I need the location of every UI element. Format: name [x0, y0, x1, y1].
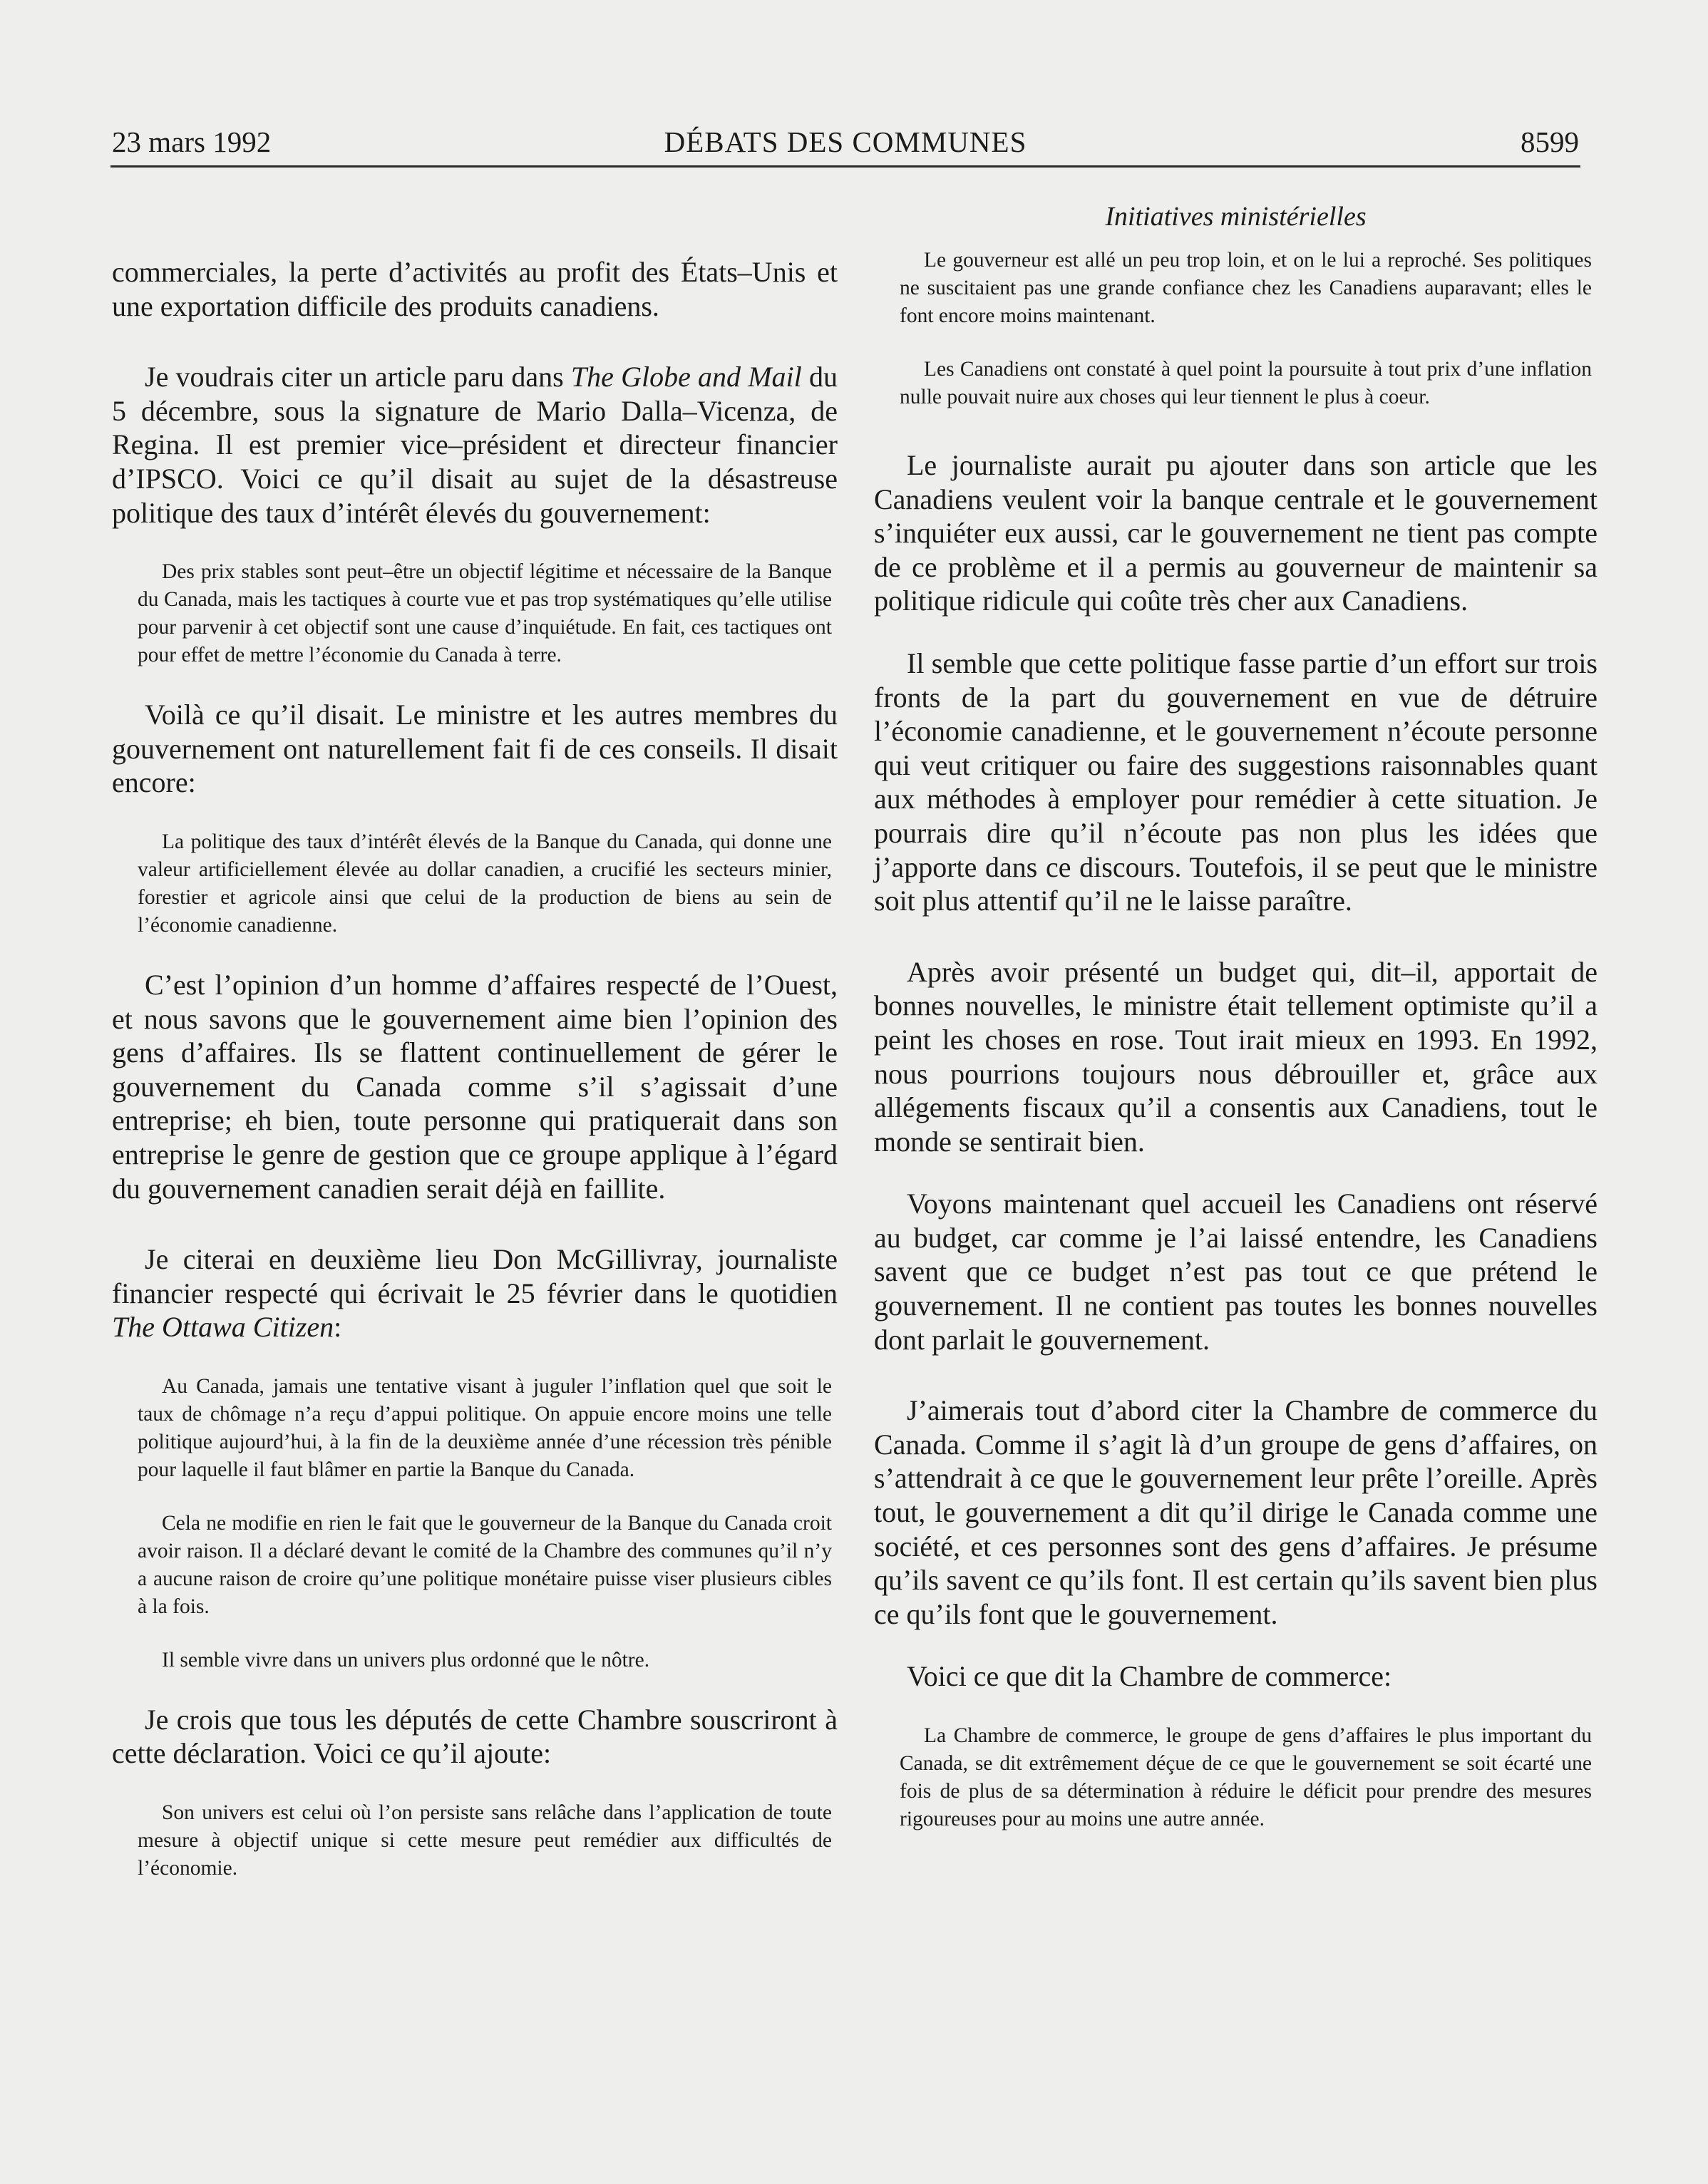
- paragraph-text: Je voudrais citer un article paru dans: [145, 361, 571, 393]
- block-quote: Le gouverneur est allé un peu trop loin, et on le lui a reproché. Ses politiques ne suscitaient pas une grande confiance chez les Canadiens auparavant; elles le font encore moins maintenant.: [900, 249, 1592, 327]
- paragraph: Le journaliste aurait pu ajouter dans son article que les Canadiens veulent voir la banque centrale et le gouvernement s’inquiéter eux aussi, car le gouvernement ne tient pas compte de ce problème et il a permis au gouverneur de maintenir sa politique ridicule qui coûte très cher aux Canadiens.: [874, 449, 1598, 617]
- header-title: DÉBATS DES COMMUNES: [664, 125, 1027, 158]
- block-quote: Son univers est celui où l’on persiste sans relâche dans l’application de toute mesure à objectif unique si cette mesure peut remédier aux difficultés de l’économie.: [138, 1801, 832, 1880]
- block-quote: La politique des taux d’intérêt élevés de la Banque du Canada, qui donne une valeur artificiellement élevée au dollar canadien, a crucifié les secteurs minier, forestier et agricole ainsi que celui de la production de biens au sein de l’économie canadienne.: [138, 830, 832, 937]
- right-column: [874, 192, 1598, 1833]
- header-date: 23 mars 1992: [112, 125, 272, 158]
- paragraph-text: du 5 décembre, sous la signature de Mario Dalla–Vicenza, de Regina. Il est premier vice–président et directeur financier d’IPSCO. Voici ce qu’il disait au sujet de la désastreuse politique des taux d’intérêt élevés du gouvernement:: [112, 361, 838, 529]
- section-title: Initiatives ministérielles: [1105, 202, 1367, 232]
- block-quote: Les Canadiens ont constaté à quel point la poursuite à tout prix d’une inflation nulle pouvait nuire aux choses qui leur tiennent le plus à coeur.: [900, 358, 1592, 408]
- paragraph: Voilà ce qu’il disait. Le ministre et les autres membres du gouvernement ont naturellement fait fi de ces conseils. Il disait encore:: [112, 699, 838, 799]
- paragraph: [112, 1242, 838, 1344]
- newspaper-title: The Ottawa Citizen: [112, 1311, 334, 1344]
- left-column: [112, 192, 838, 1882]
- block-quote: Au Canada, jamais une tentative visant à juguler l’inflation quel que soit le taux de chômage n’a reçu d’appui politique. On appuie encore moins une telle politique aujourd’hui, à la fin de la deuxième année d’une récession très pénible pour laquelle il faut blâmer en partie la Banque du Canada.: [138, 1374, 832, 1481]
- paragraph: J’aimerais tout d’abord citer la Chambre de commerce du Canada. Comme il s’agit là d’un groupe de gens d’affaires, on s’attendrait à ce que le gouvernement leur prête l’oreille. Après tout, le gouvernement a dit qu’il dirige le Canada comme une société, et ces personnes sont des gens d’affaires. Je présume qu’ils savent ce qu’ils font. Il est certain qu’ils savent bien plus ce qu’ils font que le gouvernement.: [874, 1394, 1598, 1630]
- paragraph: [112, 360, 838, 530]
- paragraph: Voici ce que dit la Chambre de commerce:: [907, 1660, 1392, 1693]
- paragraph: Il semble que cette politique fasse partie d’un effort sur trois fronts de la part du gouvernement en vue de détruire l’économie canadienne, et le gouvernement n’écoute personne qui veut critiquer ou faire des suggestions raisonnables quant aux méthodes à employer pour remédier à cette situation. Je pourrais dire qu’il n’écoute pas non plus les idées que j’apporte dans ce discours. Toutefois, il se peut que le ministre soit plus attentif qu’il ne le laisse paraître.: [874, 647, 1598, 917]
- block-quote: La Chambre de commerce, le groupe de gens d’affaires le plus important du Canada, se dit extrêmement déçue de ce que le gouvernement se soit écarté une fois de plus de sa détermination à réduire le déficit pour prendre des mesures rigoureuses pour au moins une autre année.: [900, 1724, 1592, 1830]
- block-quote: Des prix stables sont peut–être un objectif légitime et nécessaire de la Banque du Canada, mais les tactiques à courte vue et pas trop systématiques qu’elle utilise pour parvenir à cet objectif sont une cause d’inquiétude. En fait, ces tactiques ont pour effet de mettre l’économie du Canada à terre.: [138, 560, 832, 667]
- paragraph: commerciales, la perte d’activités au profit des États–Unis et une exportation difficile des produits canadiens.: [112, 256, 838, 322]
- block-quote: Cela ne modifie en rien le fait que le gouverneur de la Banque du Canada croit avoir raison. Il a déclaré devant le comité de la Chambre des communes qu’il n’y a aucune raison de croire qu’une politique monétaire puisse viser plusieurs cibles à la fois.: [138, 1511, 832, 1618]
- paragraph: Je crois que tous les députés de cette Chambre souscriront à cette déclaration. Voici ce qu’il ajoute:: [112, 1703, 838, 1770]
- newspaper-title: The Globe and Mail: [570, 361, 802, 393]
- paragraph: Voyons maintenant quel accueil les Canadiens ont réservé au budget, car comme je l’ai laissé entendre, les Canadiens savent que ce budget n’est pas tout ce que prétend le gouvernement. Il ne contient pas toutes les bonnes nouvelles dont parlait le gouvernement.: [874, 1188, 1598, 1356]
- header-page-number: 8599: [1521, 125, 1579, 158]
- paragraph: C’est l’opinion d’un homme d’affaires respecté de l’Ouest, et nous savons que le gouvernement aime bien l’opinion des gens d’affaires. Ils se flattent continuellement de gérer le gouvernement du Canada comme s’il s’agissait d’une entreprise; eh bien, toute personne qui pratiquerait dans son entreprise le genre de gestion que ce groupe applique à l’égard du gouvernement canadien serait déjà en faillite.: [112, 968, 838, 1205]
- block-quote: Il semble vivre dans un univers plus ordonné que le nôtre.: [162, 1648, 650, 1672]
- paragraph-text: :: [334, 1311, 342, 1344]
- paragraph: Après avoir présenté un budget qui, dit–il, apportait de bonnes nouvelles, le ministre était tellement optimiste qu’il a peint les choses en rose. Tout irait mieux en 1993. En 1992, nous pourrions toujours nous débrouiller et, grâce aux allégements fiscaux qu’il a consentis aux Canadiens, tout le monde se sentirait bien.: [874, 955, 1598, 1158]
- paragraph-text: Je citerai en deuxième lieu Don McGillivray, journaliste financier respecté qui écrivait le 25 février dans le quotidien: [112, 1243, 838, 1309]
- page-header: [110, 123, 1580, 168]
